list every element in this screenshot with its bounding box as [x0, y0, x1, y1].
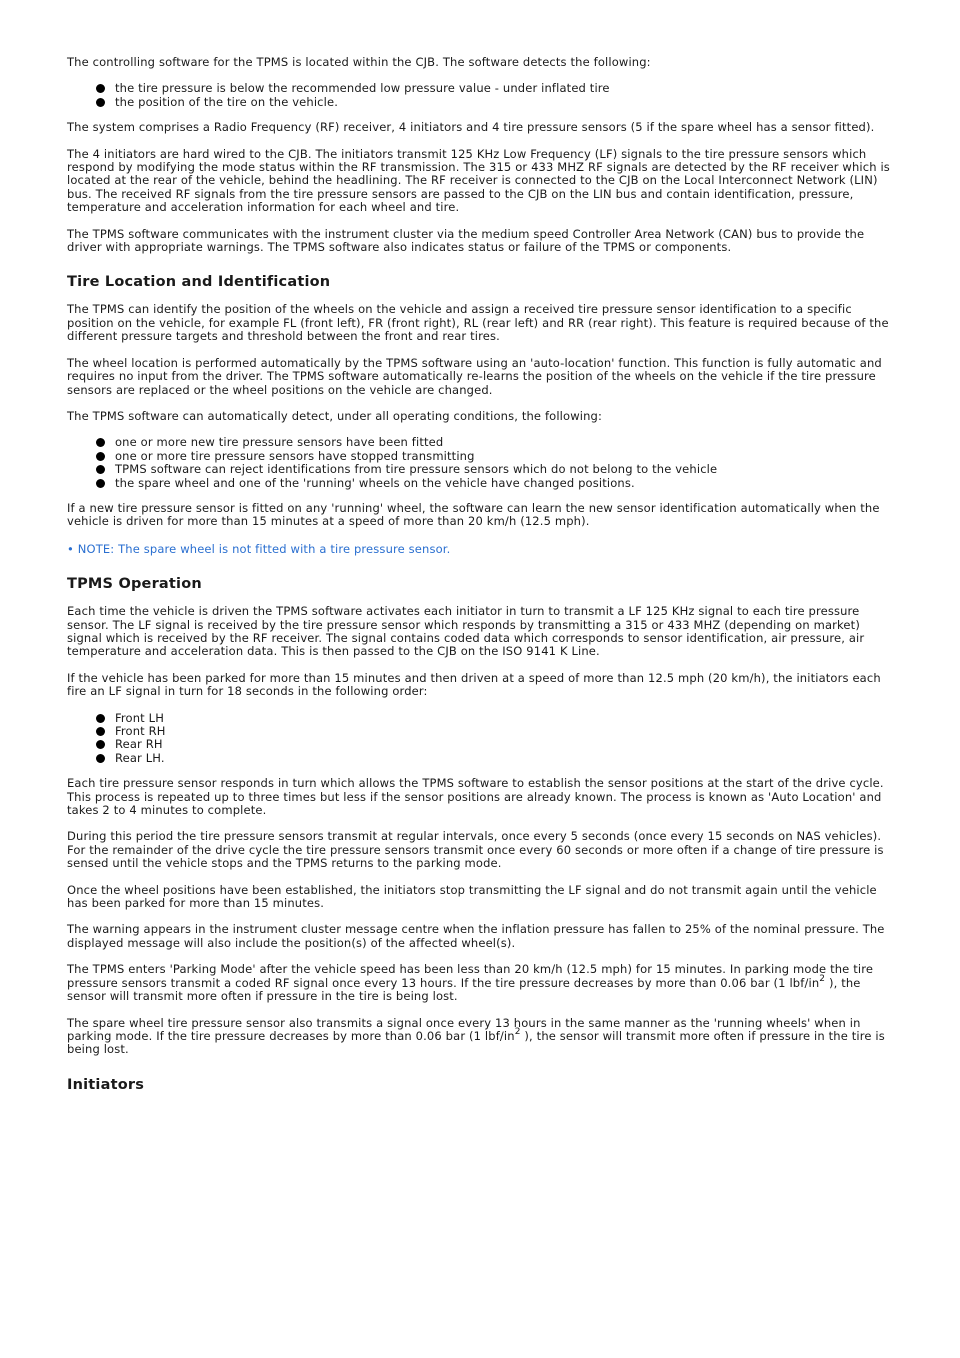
- list-item-text: TPMS software can reject identifications from tire pressure sensors which do not belong to the vehicle: [115, 462, 718, 477]
- bullet-list: [67, 436, 897, 490]
- superscript: 2: [514, 1027, 521, 1038]
- bullet-icon: [96, 727, 105, 736]
- list-item: [115, 450, 897, 463]
- list-item: [115, 725, 897, 738]
- list-item-text: the tire pressure is below the recommended low pressure value - under inflated tire: [115, 81, 610, 96]
- list-item: [115, 752, 897, 765]
- note-text: • NOTE: The spare wheel is not fitted with a tire pressure sensor.: [67, 541, 451, 556]
- paragraph: The TPMS software communicates with the instrument cluster via the medium speed Controller Area Network (CAN) bus to provide the driver with appropriate warnings. The TPMS software also indicates status or failure of the TPMS or components.: [67, 226, 865, 255]
- paragraph: [67, 1017, 897, 1057]
- paragraph-text: ), the sensor will transmit more often if pressure in the tire is being lost.: [67, 1028, 885, 1057]
- paragraph: [67, 963, 897, 1003]
- paragraph-text: The spare wheel tire pressure sensor also transmits a signal once every 13 hours in the same manner as the 'running wheels' when in parking mode. If the tire pressure decreases by more than 0.06 bar (1 lbf/in: [67, 1015, 861, 1043]
- bullet-icon: [96, 452, 105, 461]
- section-heading: Initiators: [67, 1076, 145, 1093]
- paragraph: The TPMS can identify the position of the wheels on the vehicle and assign a received tire pressure sensor identification to a specific position on the vehicle, for example FL (front left), FR (front right), RL (rear left) and RR (rear right). This feature is required because of the different pressure targets and threshold between the front and rear tires.: [67, 302, 889, 344]
- list-item: [115, 436, 897, 449]
- bullet-icon: [96, 438, 105, 447]
- list-item: [115, 477, 897, 490]
- document-body: [67, 56, 897, 1106]
- paragraph: If a new tire pressure sensor is fitted on any 'running' wheel, the software can learn the new sensor identification automatically when the vehicle is driven for more than 15 minutes at a speed of more than 20 km/h (12.5 mph).: [67, 500, 880, 529]
- list-item-text: one or more new tire pressure sensors have been fitted: [115, 435, 444, 450]
- bullet-icon: [96, 740, 105, 749]
- list-item-text: Front RH: [115, 724, 166, 738]
- list-item-text: Rear LH.: [115, 750, 165, 765]
- paragraph: Each tire pressure sensor responds in turn which allows the TPMS software to establish the sensor positions at the start of the drive cycle. This process is repeated up to three times but less if the sensor positions are already known. The process is known as 'Auto Location' and takes 2 to 4 minutes to complete.: [67, 776, 884, 818]
- section-heading: Tire Location and Identification: [67, 274, 331, 291]
- superscript: 2: [819, 973, 826, 984]
- paragraph: The TPMS software can automatically detect, under all operating conditions, the following:: [67, 408, 603, 423]
- paragraph: The system comprises a Radio Frequency (RF) receiver, 4 initiators and 4 tire pressure sensors (5 if the spare wheel has a sensor fitted).: [67, 120, 875, 135]
- list-item: [115, 712, 897, 725]
- paragraph: If the vehicle has been parked for more than 15 minutes and then driven at a speed of more than 12.5 mph (20 km/h), the initiators each fire an LF signal in turn for 18 seconds in the following order:: [67, 670, 881, 699]
- bullet-list: [67, 82, 897, 109]
- paragraph: The wheel location is performed automatically by the TPMS software using an 'auto-location' function. This function is fully automatic and requires no input from the driver. The TPMS software automatically re-learns the position of the wheels on the vehicle if the tire pressure sensors are replaced or the wheel positions on the vehicle are changed.: [67, 355, 882, 397]
- section-heading: TPMS Operation: [67, 576, 202, 593]
- paragraph: The warning appears in the instrument cluster message centre when the inflation pressure has fallen to 25% of the nominal pressure. The displayed message will also include the position(s) of the affected wheel(s).: [67, 922, 885, 950]
- bullet-list: [67, 712, 897, 766]
- list-item: [115, 463, 897, 476]
- list-item-text: Front LH: [115, 710, 164, 725]
- paragraph: Each time the vehicle is driven the TPMS software activates each initiator in turn to transmit a LF 125 KHz signal to each tire pressure sensor. The LF signal is received by the tire pressure sensor which responds by transmitting a 315 or 433 MHZ (depending on market) signal which is received by the RF receiver. The signal contains coded data which corresponds to sensor identification, air pressure, air temperature and acceleration data. This is then passed to the CJB on the ISO 9141 K Line.: [67, 604, 865, 659]
- paragraph: Once the wheel positions have been established, the initiators stop transmitting the LF signal and do not transmit again until the vehicle has been parked for more than 15 minutes.: [67, 882, 877, 911]
- list-item: [115, 738, 897, 751]
- paragraph-text: ), the sensor will transmit more often if pressure in the tire is being lost.: [67, 975, 861, 1004]
- bullet-icon: [96, 479, 105, 488]
- paragraph: During this period the tire pressure sensors transmit at regular intervals, once every 5 seconds (once every 15 seconds on NAS vehicles). For the remainder of the drive cycle the tire pressure sensors transmit once every 60 seconds or more often if a change of tire pressure is sensed until the vehicle stops and the TPMS returns to the parking mode.: [67, 829, 884, 871]
- bullet-icon: [96, 84, 105, 93]
- paragraph-text: The TPMS enters 'Parking Mode' after the vehicle speed has been less than 20 km/h (12.5 mph) for 15 minutes. In parking mode the tire pressure sensors transmit a coded RF signal once every 13 hours. If the tire pressure decreases by more than 0.06 bar (1 lbf/in: [67, 962, 874, 990]
- bullet-icon: [96, 714, 105, 723]
- list-item-text: Rear RH: [115, 737, 163, 752]
- list-item: [115, 96, 897, 109]
- list-item: [115, 82, 897, 95]
- paragraph: The 4 initiators are hard wired to the CJB. The initiators transmit 125 KHz Low Frequency (LF) signals to the tire pressure sensors which respond by modifying the mode status within the RF transmission. The 315 or 433 MHZ RF signals are detected by the RF receiver which is located at the rear of the vehicle, behind the headlining. The RF receiver is connected to the CJB on the Local Interconnect Network (LIN) bus. The received RF signals from the tire pressure sensors are passed to the CJB on the LIN bus and contain identification, pressure, temperature and acceleration information for each wheel and tire.: [67, 146, 890, 215]
- bullet-icon: [96, 98, 105, 107]
- list-item-text: one or more tire pressure sensors have stopped transmitting: [115, 448, 475, 463]
- list-item-text: the position of the tire on the vehicle.: [115, 94, 339, 109]
- list-item-text: the spare wheel and one of the 'running' wheels on the vehicle have changed positions.: [115, 475, 635, 490]
- bullet-icon: [96, 465, 105, 474]
- paragraph: The controlling software for the TPMS is located within the CJB. The software detects the following:: [67, 55, 651, 69]
- bullet-icon: [96, 754, 105, 763]
